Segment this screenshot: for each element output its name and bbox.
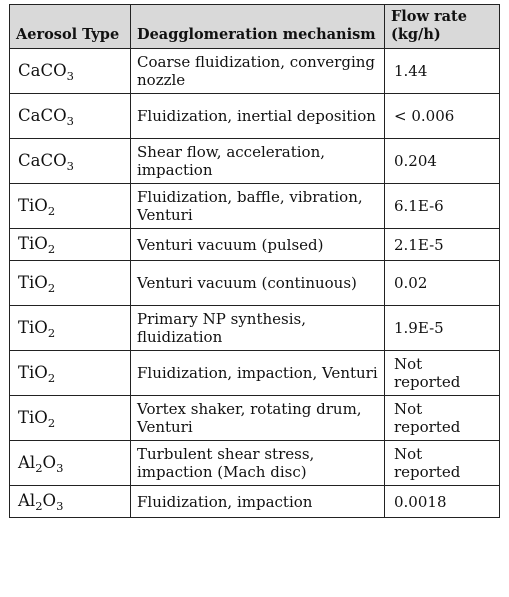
cell-aerosol-type (10, 229, 131, 261)
formula-subscript: 3 (66, 68, 74, 83)
cell-flow-rate: 0.0018 (385, 486, 500, 518)
formula-element: TiO (18, 272, 48, 292)
table-row (10, 261, 500, 306)
cell-mechanism: Fluidization, impaction (131, 486, 385, 518)
formula-element: CaCO (18, 60, 67, 80)
cell-flow-rate: Not reported (385, 396, 500, 441)
table-row (10, 94, 500, 139)
cell-aerosol-type (10, 351, 131, 396)
formula-element: TiO (18, 317, 48, 337)
cell-mechanism: Turbulent shear stress, impaction (Mach disc) (131, 441, 385, 486)
formula-element: CaCO (18, 150, 67, 170)
cell-flow-rate: 0.204 (385, 139, 500, 184)
table-row (10, 351, 500, 396)
cell-flow-rate: 2.1E-5 (385, 229, 500, 261)
formula-element: Al (18, 452, 36, 472)
formula-element: TiO (18, 195, 48, 215)
table-row (10, 229, 500, 261)
cell-aerosol-type (10, 396, 131, 441)
formula-element: O (42, 452, 57, 472)
cell-aerosol-type (10, 306, 131, 351)
cell-flow-rate: Not reported (385, 351, 500, 396)
cell-aerosol-type (10, 49, 131, 94)
formula-subscript: 2 (35, 460, 43, 475)
cell-flow-rate: 1.44 (385, 49, 500, 94)
table-container (9, 4, 500, 518)
table-row (10, 139, 500, 184)
formula-element: Al (18, 491, 36, 510)
formula-subscript: 2 (35, 499, 43, 513)
cell-mechanism: Primary NP synthesis, fluidization (131, 306, 385, 351)
cell-flow-rate: Not reported (385, 441, 500, 486)
formula-subscript: 3 (56, 460, 64, 475)
header-flow-rate: Flow rate (kg/h) (385, 5, 500, 49)
header-mechanism: Deagglomeration mechanism (131, 5, 385, 49)
formula-subscript: 2 (47, 370, 56, 385)
formula-element: TiO (18, 234, 48, 253)
cell-flow-rate: 6.1E-6 (385, 184, 500, 229)
cell-mechanism: Vortex shaker, rotating drum, Venturi (131, 396, 385, 441)
cell-mechanism: Coarse fluidization, converging nozzle (131, 49, 385, 94)
cell-flow-rate: 0.02 (385, 261, 500, 306)
formula-subscript: 2 (47, 280, 56, 295)
cell-mechanism: Venturi vacuum (pulsed) (131, 229, 385, 261)
cell-aerosol-type (10, 261, 131, 306)
table-row (10, 396, 500, 441)
cell-mechanism: Venturi vacuum (continuous) (131, 261, 385, 306)
formula-subscript: 2 (47, 203, 56, 218)
table-row (10, 49, 500, 94)
cell-mechanism: Shear flow, acceleration, impaction (131, 139, 385, 184)
table-row (10, 306, 500, 351)
cell-mechanism: Fluidization, inertial deposition (131, 94, 385, 139)
cell-flow-rate: < 0.006 (385, 94, 500, 139)
formula-subscript: 3 (66, 158, 74, 173)
table-body (10, 49, 500, 518)
cell-aerosol-type (10, 441, 131, 486)
cell-mechanism: Fluidization, baffle, vibration, Venturi (131, 184, 385, 229)
formula-subscript: 2 (47, 325, 56, 340)
formula-element: TiO (18, 407, 48, 427)
formula-subscript: 3 (56, 499, 64, 513)
header-aerosol-type: Aerosol Type (10, 5, 131, 49)
formula-subscript: 2 (47, 242, 56, 256)
cell-aerosol-type (10, 139, 131, 184)
table-row (10, 184, 500, 229)
table-row (10, 441, 500, 486)
cell-flow-rate: 1.9E-5 (385, 306, 500, 351)
header-row (10, 5, 500, 49)
formula-element: CaCO (18, 105, 67, 125)
table-row (10, 486, 500, 518)
table-header (10, 5, 500, 49)
formula-subscript: 3 (66, 113, 74, 128)
aerosol-table (9, 4, 500, 518)
cell-mechanism: Fluidization, impaction, Venturi (131, 351, 385, 396)
cell-aerosol-type (10, 94, 131, 139)
formula-element: TiO (18, 362, 48, 382)
cell-aerosol-type (10, 184, 131, 229)
formula-element: O (42, 491, 57, 510)
formula-subscript: 2 (47, 415, 56, 430)
cell-aerosol-type (10, 486, 131, 518)
